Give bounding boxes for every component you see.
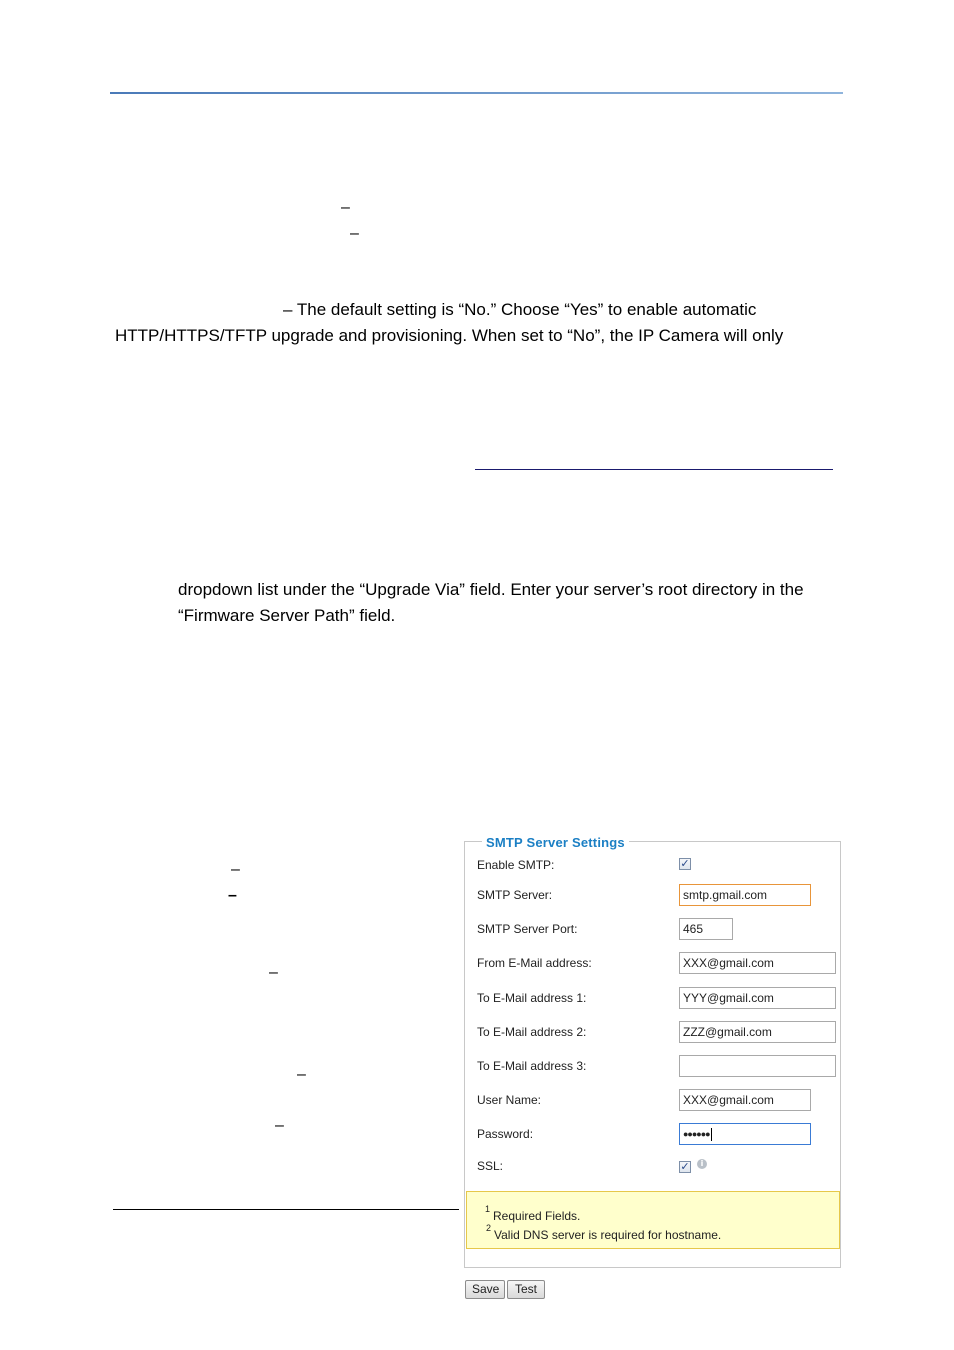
to-email-2-input[interactable]: ZZZ@gmail.com bbox=[679, 1021, 836, 1043]
smtp-port-label: SMTP Server Port: bbox=[477, 922, 578, 936]
list-dash: – bbox=[228, 887, 237, 904]
list-dash: – bbox=[269, 964, 278, 981]
smtp-server-label: SMTP Server: bbox=[477, 888, 553, 902]
ssl-checkbox[interactable] bbox=[679, 1161, 691, 1173]
list-dash: – bbox=[297, 1066, 306, 1083]
paragraph-line: HTTP/HTTPS/TFTP upgrade and provisioning. When set to “No”, the IP Camera will only bbox=[115, 326, 784, 345]
to-email-1-input[interactable]: YYY@gmail.com bbox=[679, 987, 836, 1009]
paragraph-line: – The default setting is “No.” Choose “Yes” to enable automatic bbox=[283, 300, 757, 319]
note-text: Required Fields. bbox=[493, 1209, 581, 1223]
password-label: Password: bbox=[477, 1127, 534, 1141]
enable-smtp-checkbox[interactable] bbox=[679, 858, 691, 870]
note-required-fields bbox=[485, 1205, 580, 1223]
list-dash: – bbox=[275, 1117, 284, 1134]
smtp-port-input[interactable]: 465 bbox=[679, 918, 733, 940]
footnote-marker: 2 bbox=[486, 1223, 492, 1233]
username-input[interactable]: XXX@gmail.com bbox=[679, 1089, 811, 1111]
smtp-panel-legend: SMTP Server Settings bbox=[482, 834, 629, 852]
hyperlink-underline[interactable] bbox=[475, 469, 833, 470]
info-icon[interactable]: i bbox=[697, 1159, 707, 1169]
ssl-label: SSL: bbox=[477, 1159, 504, 1173]
from-email-label: From E-Mail address: bbox=[477, 956, 592, 970]
note-dns-required bbox=[486, 1224, 721, 1242]
password-mask: ●●●●●● bbox=[683, 1129, 710, 1139]
to-email-1-label: To E-Mail address 1: bbox=[477, 991, 587, 1005]
username-label: User Name: bbox=[477, 1093, 542, 1107]
list-dash: – bbox=[350, 225, 359, 242]
smtp-server-input[interactable]: smtp.gmail.com bbox=[679, 884, 811, 906]
footnote-separator bbox=[113, 1209, 459, 1210]
to-email-3-input[interactable] bbox=[679, 1055, 836, 1077]
password-input[interactable] bbox=[679, 1123, 811, 1145]
enable-smtp-label: Enable SMTP: bbox=[477, 858, 555, 872]
to-email-3-label: To E-Mail address 3: bbox=[477, 1059, 587, 1073]
to-email-2-label: To E-Mail address 2: bbox=[477, 1025, 587, 1039]
list-dash: – bbox=[231, 861, 240, 878]
paragraph-line: “Firmware Server Path” field. bbox=[178, 606, 396, 625]
checkmark-icon: ✓ bbox=[680, 858, 690, 870]
from-email-input[interactable]: XXX@gmail.com bbox=[679, 952, 836, 974]
save-button[interactable]: Save bbox=[465, 1280, 505, 1299]
header-rule bbox=[110, 92, 843, 94]
footnote-marker: 1 bbox=[485, 1204, 491, 1214]
text-caret bbox=[711, 1128, 712, 1141]
test-button[interactable]: Test bbox=[507, 1280, 545, 1299]
list-dash: – bbox=[341, 199, 350, 216]
checkmark-icon: ✓ bbox=[680, 1161, 690, 1173]
note-text: Valid DNS server is required for hostname. bbox=[494, 1228, 722, 1242]
paragraph-line: dropdown list under the “Upgrade Via” field. Enter your server’s root directory in the bbox=[178, 580, 804, 599]
